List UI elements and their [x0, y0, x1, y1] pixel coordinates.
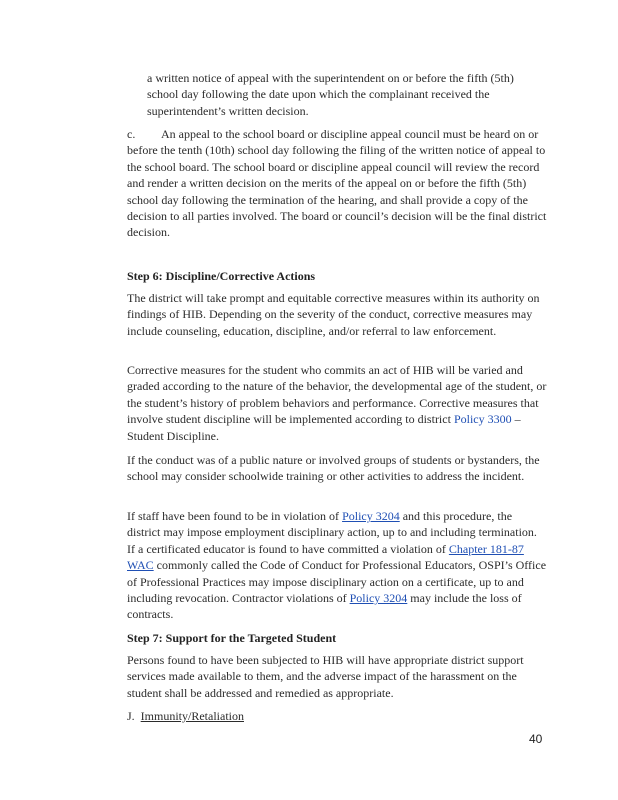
staff-violation-text-3: commonly called the Code of Conduct for Professional Educators, OSPI’s Office of Professional Practices may impose disciplinary action on a certificate, up to and including revocation. Contractor violations of — [127, 558, 547, 606]
staff-violation-text-4: may include the loss of contracts. — [127, 591, 522, 622]
policy-3204-link-2[interactable]: Policy 3204 — [349, 591, 408, 606]
step7-heading: Step 7: Support for the Targeted Student — [127, 631, 337, 645]
corrective-measures-paragraph: The district will take prompt and equitable corrective measures within its authority on findings of HIB. Depending on the severity of the conduct, corrective measures may include counseling, education, discipline, and/or referral to law enforcement. — [127, 291, 540, 338]
staff-violation-text-2: and this procedure, the district may impose employment disciplinary action, up to and including termination. If a certificated educator is found to have committed a violation of — [127, 509, 537, 556]
appeal-hearing-paragraph — [127, 126, 547, 241]
wac-chapter-link[interactable]: Chapter 181-87 WAC — [127, 541, 524, 573]
targeted-support-paragraph: Persons found to have been subjected to HIB will have appropriate district support services made available to them, and the adverse impact of the harassment on the student shall be addressed and remedied as appropriate. — [127, 653, 524, 700]
step6-heading: Step 6: Discipline/Corrective Actions — [127, 269, 316, 283]
page-number: 40 — [529, 732, 543, 746]
appeal-notice-paragraph: a written notice of appeal with the superintendent on or before the fifth (5th) school day following the date upon which the complainant received the superintendent’s written decision. — [147, 71, 514, 118]
section-j-title: Immunity/Retaliation — [140, 709, 244, 723]
policy-3204-link[interactable]: Policy 3204 — [342, 509, 400, 523]
list-marker-c: c. — [127, 127, 136, 141]
student-corrective-paragraph — [127, 362, 547, 444]
appeal-hearing-text: An appeal to the school board or discipline appeal council must be heard on or before the tenth (10th) school day following the filing of the written notice of appeal to the school board. The school board or discipline appeal council will review the record and render a written decision on the merits of the appeal on or before the fifth (5th) school day following the termination of the hearing, and shall provide a copy of the decision to all parties involved. The board or council’s decision will be the final district decision. — [127, 127, 547, 240]
public-conduct-paragraph: If the conduct was of a public nature or involved groups of students or bystanders, the school may consider schoolwide training or other activities to address the incident. — [127, 453, 540, 484]
staff-violation-paragraph — [127, 508, 547, 623]
policy-3300-link[interactable]: Policy 3300 — [453, 412, 512, 427]
section-j-letter: J. — [127, 709, 135, 723]
student-corrective-text: Corrective measures for the student who commits an act of HIB will be varied and graded according to the nature of the behavior, the developmental age of the student, or the student’s history of problem behaviors and performance. Corrective measures that involve student discipline will be implemented according to district — [127, 363, 547, 427]
staff-violation-text-1: If staff have been found to be in violation of — [127, 509, 343, 523]
student-discipline-text: – Student Discipline. — [127, 412, 521, 443]
section-j-heading — [127, 708, 547, 724]
